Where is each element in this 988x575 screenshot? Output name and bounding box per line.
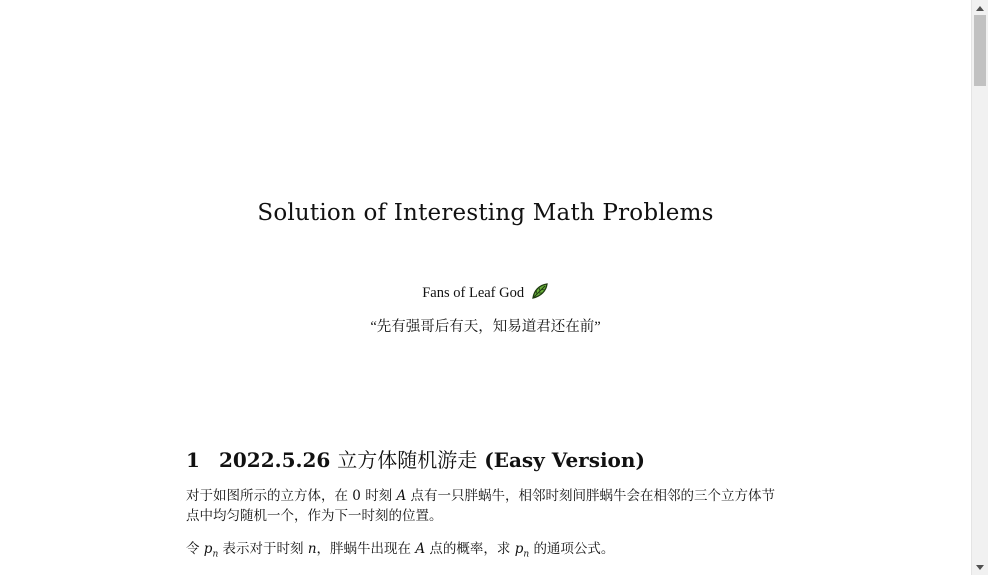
math-n-sub-2: n [523,549,530,560]
math-point-a: A [396,488,407,504]
scroll-up-arrow-icon[interactable] [972,1,988,15]
para1-text-1: 对于如图所示的立方体，在 [186,488,348,504]
scroll-thumb[interactable] [974,15,986,86]
author-line [0,282,971,305]
para2-text-2: 表示对于时刻 [222,541,304,557]
math-p-n [203,541,219,560]
para2-text-5: 的通项公式。 [533,541,615,557]
document-title: Solution of Interesting Math Problems [257,200,714,226]
section-date: 2022.5.26 [218,448,331,472]
section-heading-1 [186,444,645,473]
para2-text-1: 令 [186,541,200,557]
problem-paragraph-2 [186,539,786,565]
scroll-down-arrow-icon[interactable] [972,560,988,574]
para2-text-4: 点的概率，求 [429,541,511,557]
leaf-icon [531,282,549,305]
para1-text-3: 点有一只胖蜗牛，相邻时刻间胖蜗牛会在相邻的三个立方体节点中均匀随机一个，作为下一时刻的位置。 [186,488,776,524]
vertical-scrollbar[interactable] [971,0,988,575]
para1-text-2: 时刻 [365,488,393,504]
math-n: n [307,541,317,557]
math-n-sub: n [212,549,219,560]
math-p-2: p [514,541,524,557]
author-name: Fans of Leaf God [422,285,525,301]
section-number: 1 [186,448,200,472]
math-p-n-2 [514,541,530,560]
section-title-en: (Easy Version) [484,448,645,472]
para2-text-3: ，胖蜗牛出现在 [316,541,412,557]
section-title-cn: 立方体随机游走 [337,448,478,472]
epigraph-quote: “先有强哥后有天，知易道君还在前” [370,319,601,335]
problem-paragraph-1 [186,486,786,526]
math-zero: 0 [352,488,361,504]
math-point-a-2: A [415,541,426,557]
math-p: p [203,541,213,557]
